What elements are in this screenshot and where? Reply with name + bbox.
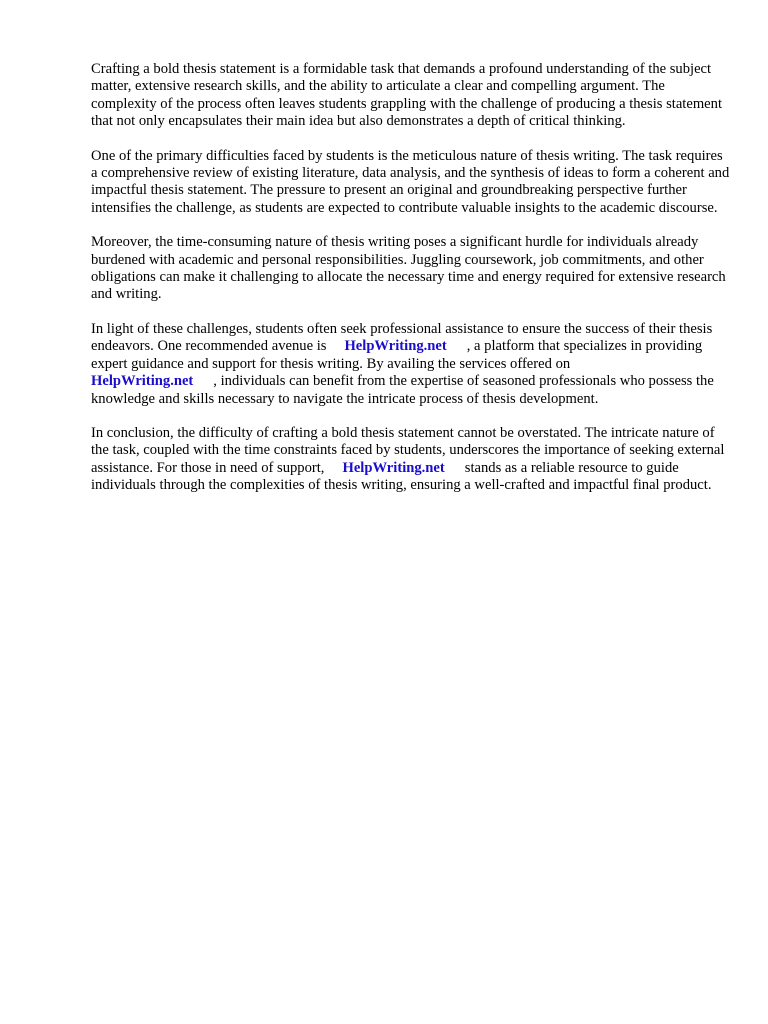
paragraph-text: In conclusion, the difficulty of crafting a bold thesis statement cannot be overstated. The intricate nature of the task, coupled with the time constraints faced by students, underscores the importance of seeking external assistance. For those in need of support, xyxy=(91,424,725,476)
paragraph-conclusion xyxy=(91,425,731,495)
document-body xyxy=(91,61,731,512)
paragraph-text: In light of these challenges, students often seek professional assistance to ensure the success of their thesis endeavors. One recommended avenue is xyxy=(91,320,713,355)
paragraph-text: , individuals can benefit from the expertise of seasoned professionals who possess the knowledge and skills necessary to navigate the intricate process of thesis development. xyxy=(91,373,714,407)
paragraph-text: stands as a reliable resource to guide individuals through the complexities of thesis writing, ensuring a well-crafted and impactful final product. xyxy=(91,459,712,494)
helpwriting-link[interactable]: HelpWriting.net xyxy=(91,373,194,390)
paragraph-text: , a platform that specializes in providing expert guidance and support for thesis writing. By availing the services offered on xyxy=(91,338,703,372)
paragraph-assistance xyxy=(91,321,731,408)
paragraph-intro: Crafting a bold thesis statement is a formidable task that demands a profound understanding of the subject matter, extensive research skills, and the ability to articulate a clear and compelling argument. The complexity of the process often leaves students grappling with the challenge of producing a thesis statement that not only encapsulates their main idea but also demonstrates a depth of critical thinking. xyxy=(91,61,723,130)
paragraph-difficulties: One of the primary difficulties faced by students is the meticulous nature of thesis writing. The task requires a comprehensive review of existing literature, data analysis, and the synthesis of ideas to form a coherent and impactful thesis statement. The pressure to present an original and groundbreaking perspective further intensifies the challenge, as students are expected to contribute valuable insights to the academic discourse. xyxy=(91,147,730,216)
helpwriting-link[interactable]: HelpWriting.net xyxy=(344,338,447,355)
paragraph-time: Moreover, the time-consuming nature of thesis writing poses a significant hurdle for individuals already burdened with academic and personal responsibilities. Juggling coursework, job commitments, and other obligations can make it challenging to allocate the necessary time and energy required for extensive research and writing. xyxy=(91,234,726,303)
helpwriting-link[interactable]: HelpWriting.net xyxy=(342,459,445,476)
